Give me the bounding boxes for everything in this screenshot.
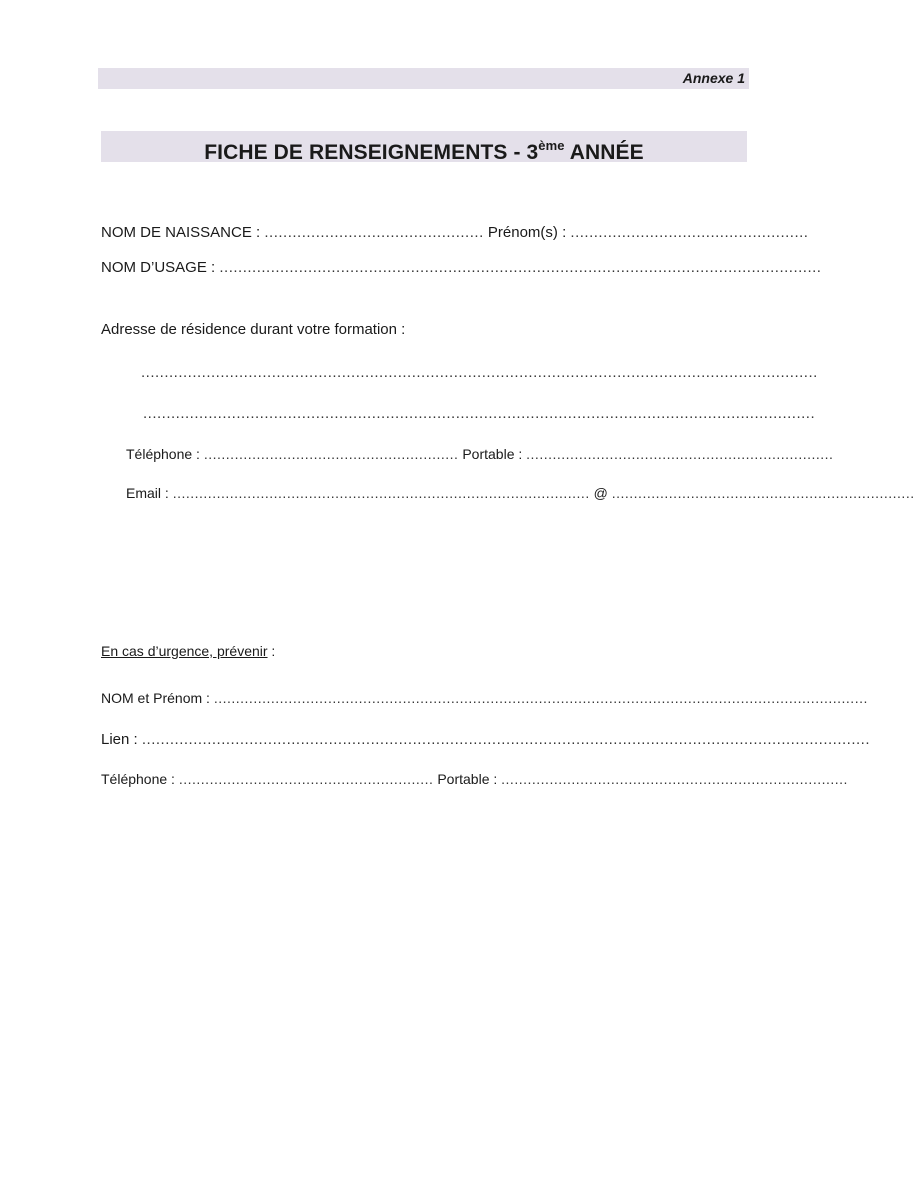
birth-name-label: NOM DE NAISSANCE :	[101, 224, 265, 241]
email-label: Email :	[126, 485, 173, 501]
emergency-mobile-field[interactable]: ...............................................................................	[501, 771, 848, 787]
address-heading-row	[101, 321, 501, 338]
address-line-2-field[interactable]: ................................................................................................................................................	[143, 405, 816, 422]
address-mobile-label: Portable :	[458, 446, 527, 462]
address-mobile-field[interactable]: ......................................................................	[526, 446, 834, 462]
emergency-relation-row	[101, 731, 871, 748]
email-at-sign: @	[589, 485, 612, 501]
emergency-relation-label: Lien :	[101, 731, 142, 748]
title-bar	[101, 131, 747, 162]
first-name-label: Prénom(s) :	[483, 224, 571, 241]
usage-name-field[interactable]: .................................................................................................................................	[219, 259, 822, 276]
emergency-name-row	[101, 690, 868, 706]
emergency-phone-label: Téléphone :	[101, 771, 179, 787]
annex-header-bar	[98, 68, 749, 89]
address-phone-field[interactable]: ..........................................................	[203, 446, 459, 462]
email-domain-field[interactable]: .....................................................................	[611, 485, 915, 501]
birth-name-row	[101, 224, 809, 241]
address-line-1-row	[141, 364, 818, 381]
emergency-name-label: NOM et Prénom :	[101, 690, 214, 706]
title-main: FICHE DE RENSEIGNEMENTS - 3	[204, 141, 539, 164]
email-local-field[interactable]: ...............................................................................................	[172, 485, 590, 501]
usage-name-row	[101, 259, 822, 276]
title-superscript: ème	[538, 138, 565, 153]
address-phone-row	[126, 446, 834, 462]
address-phone-label: Téléphone :	[126, 446, 204, 462]
address-heading: Adresse de résidence durant votre formation :	[101, 321, 406, 338]
emergency-heading-colon: :	[267, 643, 276, 659]
address-line-1-field[interactable]: .................................................................................................................................................	[141, 364, 818, 381]
emergency-name-field[interactable]: .....................................................................................................................................................	[213, 690, 868, 706]
first-name-field[interactable]: ...................................................	[570, 224, 809, 241]
page-title	[204, 131, 644, 169]
address-line-2-row	[143, 405, 816, 422]
title-end: ANNÉE	[564, 141, 644, 164]
usage-name-label: NOM D’USAGE :	[101, 259, 220, 276]
emergency-heading-row	[101, 643, 401, 659]
email-row	[126, 485, 915, 501]
birth-name-field[interactable]: ...............................................	[264, 224, 484, 241]
emergency-phone-row	[101, 771, 848, 787]
emergency-heading: En cas d’urgence, prévenir	[101, 643, 268, 659]
emergency-mobile-label: Portable :	[433, 771, 502, 787]
emergency-relation-field[interactable]: ............................................................................................................................................................	[141, 731, 871, 748]
annex-label: Annexe 1	[682, 70, 745, 86]
emergency-phone-field[interactable]: ..........................................................	[178, 771, 434, 787]
